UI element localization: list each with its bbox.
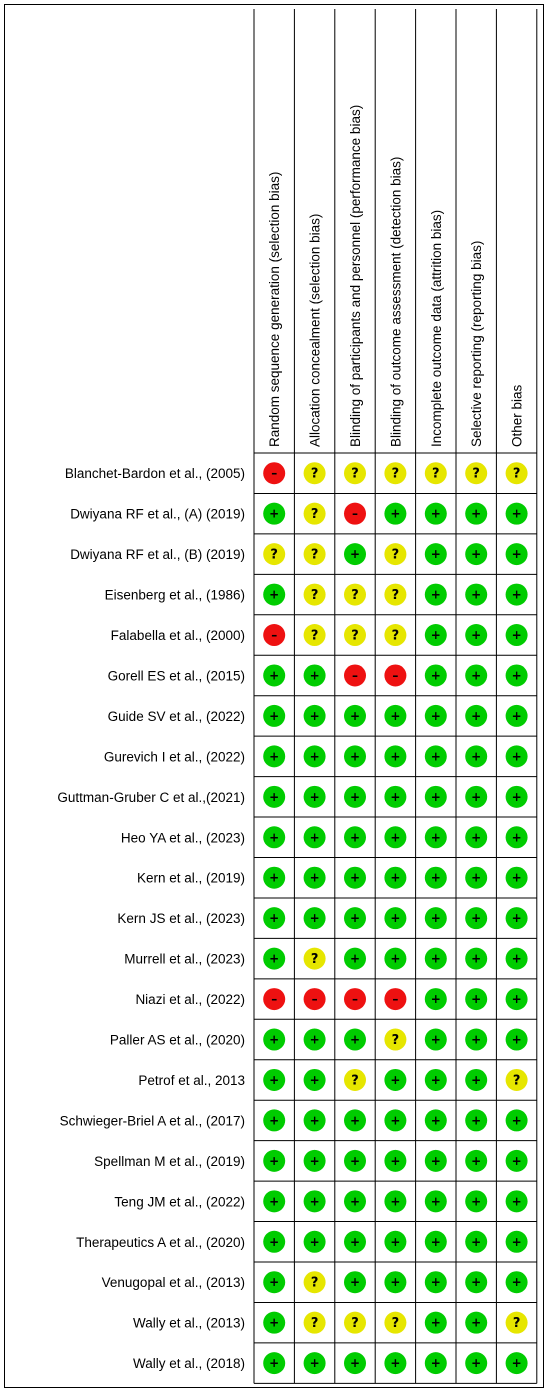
rating-low-symbol: + — [269, 749, 280, 764]
rating-low-symbol: + — [349, 951, 361, 966]
study-label: Wally et al., (2013) — [132, 1315, 245, 1331]
rating-low-symbol: + — [349, 708, 361, 723]
rating-low-symbol: + — [349, 830, 361, 845]
rating-unclear-symbol: ? — [391, 588, 400, 604]
rating-unclear-symbol: ? — [351, 1316, 359, 1332]
rating-low-symbol: + — [269, 587, 280, 602]
rating-low-symbol: + — [511, 587, 522, 602]
rating-low-symbol: + — [471, 1153, 482, 1168]
rating-low-symbol: + — [511, 830, 522, 845]
rating-low-symbol: + — [511, 668, 522, 683]
rating-low-symbol: + — [269, 1315, 280, 1330]
rating-low-symbol: + — [430, 1072, 441, 1087]
rating-low-symbol: + — [269, 1194, 280, 1209]
rating-low-symbol: + — [349, 1153, 361, 1168]
rating-unclear-symbol: ? — [432, 466, 440, 482]
study-label: Falabella et al., (2000) — [110, 628, 245, 644]
domain-label: Allocation concealment (selection bias) — [307, 213, 323, 447]
rating-high-symbol: – — [352, 668, 358, 683]
rating-low-symbol: + — [309, 1194, 320, 1209]
rating-high-symbol: – — [271, 466, 278, 481]
domain-label: Blinding of participants and personnel (performance bias) — [348, 104, 363, 447]
study-label: Wally et al., (2018) — [132, 1356, 245, 1372]
rating-low-symbol: + — [269, 506, 280, 521]
domain-label: Selective reporting (reporting bias) — [469, 240, 485, 447]
study-label: Guttman-Gruber C et al.,(2021) — [57, 789, 245, 805]
rating-unclear-symbol: ? — [391, 628, 400, 644]
rating-low-symbol: + — [511, 1356, 522, 1371]
rating-low-symbol: + — [269, 911, 280, 926]
rating-unclear-symbol: ? — [310, 547, 319, 563]
rating-low-symbol: + — [511, 789, 522, 804]
rating-low-symbol: + — [511, 951, 522, 966]
rating-unclear-symbol: ? — [310, 952, 319, 968]
study-label: Kern JS et al., (2023) — [117, 911, 245, 927]
rating-low-symbol: + — [269, 1113, 280, 1128]
rating-low-symbol: + — [471, 547, 482, 562]
rating-low-symbol: + — [430, 992, 441, 1007]
rating-low-symbol: + — [430, 951, 441, 966]
study-label: Blanchet-Bardon et al., (2005) — [64, 466, 245, 482]
rating-low-symbol: + — [390, 1153, 401, 1168]
rating-low-symbol: + — [471, 1315, 482, 1330]
rating-low-symbol: + — [430, 1032, 441, 1047]
rating-unclear-symbol: ? — [512, 1073, 521, 1089]
rating-low-symbol: + — [349, 1194, 361, 1209]
rating-low-symbol: + — [309, 1234, 320, 1249]
rating-unclear-symbol: ? — [310, 628, 319, 644]
study-label: Paller AS et al., (2020) — [109, 1032, 245, 1048]
rating-low-symbol: + — [471, 992, 482, 1007]
rating-low-symbol: + — [430, 911, 441, 926]
rating-low-symbol: + — [471, 1113, 482, 1128]
study-label: Niazi et al., (2022) — [135, 992, 245, 1008]
study-label: Dwiyana RF et al., (A) (2019) — [70, 506, 245, 522]
rating-low-symbol: + — [349, 1113, 361, 1128]
study-label: Gorell ES et al., (2015) — [107, 668, 245, 684]
rating-low-symbol: + — [269, 1153, 280, 1168]
rating-low-symbol: + — [471, 789, 482, 804]
study-label: Gurevich I et al., (2022) — [103, 749, 245, 765]
rating-high-symbol: – — [392, 992, 399, 1007]
rating-low-symbol: + — [309, 749, 320, 764]
rating-low-symbol: + — [430, 708, 441, 723]
rating-unclear-symbol: ? — [472, 466, 480, 482]
rating-low-symbol: + — [471, 830, 482, 845]
rating-low-symbol: + — [430, 1356, 441, 1371]
rating-low-symbol: + — [471, 1072, 482, 1087]
rating-low-symbol: + — [390, 951, 401, 966]
rating-low-symbol: + — [349, 1356, 361, 1371]
rating-low-symbol: + — [511, 628, 522, 643]
rating-low-symbol: + — [471, 911, 482, 926]
rating-low-symbol: + — [430, 1275, 441, 1290]
rating-low-symbol: + — [471, 1194, 482, 1209]
rating-low-symbol: + — [390, 708, 401, 723]
rating-unclear-symbol: ? — [512, 466, 521, 482]
rating-high-symbol: – — [352, 506, 358, 521]
rating-low-symbol: + — [349, 547, 361, 562]
rating-low-symbol: + — [471, 506, 482, 521]
domain-label: Random sequence generation (selection bias) — [267, 171, 283, 447]
rating-low-symbol: + — [390, 506, 401, 521]
rating-low-symbol: + — [511, 506, 522, 521]
study-label: Spellman M et al., (2019) — [94, 1153, 245, 1169]
rating-low-symbol: + — [390, 1234, 401, 1249]
rating-low-symbol: + — [269, 789, 280, 804]
rating-low-symbol: + — [390, 911, 401, 926]
rating-low-symbol: + — [511, 870, 522, 885]
rating-unclear-symbol: ? — [512, 1316, 521, 1332]
rating-low-symbol: + — [269, 708, 280, 723]
rating-low-symbol: + — [309, 789, 320, 804]
rating-low-symbol: + — [309, 1153, 320, 1168]
rating-low-symbol: + — [471, 708, 482, 723]
rating-low-symbol: + — [349, 749, 361, 764]
rating-low-symbol: + — [471, 951, 482, 966]
rating-unclear-symbol: ? — [351, 1073, 359, 1089]
rating-low-symbol: + — [269, 1234, 280, 1249]
rating-low-symbol: + — [309, 911, 320, 926]
rating-low-symbol: + — [430, 628, 441, 643]
rating-low-symbol: + — [390, 1072, 401, 1087]
rating-low-symbol: + — [471, 587, 482, 602]
rating-unclear-symbol: ? — [391, 1316, 400, 1332]
rating-low-symbol: + — [430, 1234, 441, 1249]
rating-low-symbol: + — [269, 1032, 280, 1047]
rating-low-symbol: + — [430, 789, 441, 804]
rating-low-symbol: + — [471, 628, 482, 643]
rating-low-symbol: + — [309, 870, 320, 885]
domain-label: Incomplete outcome data (attrition bias) — [428, 209, 444, 447]
study-label: Therapeutics A et al., (2020) — [76, 1234, 245, 1250]
rating-marks — [263, 462, 527, 1374]
rating-low-symbol: + — [511, 749, 522, 764]
rating-low-symbol: + — [309, 1113, 320, 1128]
rating-low-symbol: + — [511, 1194, 522, 1209]
rating-low-symbol: + — [349, 789, 361, 804]
rating-low-symbol: + — [309, 1356, 320, 1371]
rating-low-symbol: + — [269, 951, 280, 966]
rating-low-symbol: + — [390, 789, 401, 804]
rating-low-symbol: + — [471, 749, 482, 764]
rating-unclear-symbol: ? — [310, 507, 319, 523]
rating-low-symbol: + — [269, 668, 280, 683]
rating-low-symbol: + — [430, 749, 441, 764]
rating-low-symbol: + — [309, 1032, 320, 1047]
rating-unclear-symbol: ? — [351, 628, 359, 644]
rating-unclear-symbol: ? — [310, 588, 319, 604]
rating-low-symbol: + — [511, 708, 522, 723]
risk-of-bias-summary — [5, 5, 545, 1389]
rating-low-symbol: + — [390, 870, 401, 885]
rating-low-symbol: + — [430, 1194, 441, 1209]
rating-high-symbol: – — [311, 992, 318, 1007]
rating-low-symbol: + — [309, 708, 320, 723]
study-label: Guide SV et al., (2022) — [107, 708, 245, 724]
rating-low-symbol: + — [511, 911, 522, 926]
rating-low-symbol: + — [390, 1275, 401, 1290]
rating-unclear-symbol: ? — [391, 1033, 400, 1049]
rating-high-symbol: – — [392, 668, 399, 683]
rating-low-symbol: + — [269, 1275, 280, 1290]
rating-low-symbol: + — [471, 1234, 482, 1249]
rating-low-symbol: + — [511, 1113, 522, 1128]
rating-low-symbol: + — [471, 668, 482, 683]
rating-low-symbol: + — [390, 749, 401, 764]
rating-low-symbol: + — [269, 870, 280, 885]
rating-low-symbol: + — [471, 1356, 482, 1371]
rating-low-symbol: + — [430, 547, 441, 562]
study-label: Schwieger-Briel A et al., (2017) — [59, 1113, 245, 1129]
rating-unclear-symbol: ? — [310, 1316, 319, 1332]
rating-low-symbol: + — [430, 1315, 441, 1330]
rating-high-symbol: – — [271, 628, 278, 643]
rating-low-symbol: + — [430, 506, 441, 521]
study-label: Kern et al., (2019) — [136, 870, 245, 886]
rating-low-symbol: + — [349, 870, 361, 885]
rating-unclear-symbol: ? — [270, 547, 278, 563]
rating-high-symbol: – — [271, 992, 278, 1007]
rating-low-symbol: + — [390, 1113, 401, 1128]
rating-low-symbol: + — [309, 830, 320, 845]
study-label: Murrell et al., (2023) — [124, 951, 245, 967]
rating-unclear-symbol: ? — [391, 466, 400, 482]
rating-low-symbol: + — [390, 830, 401, 845]
figure-frame — [4, 4, 544, 1388]
rating-low-symbol: + — [430, 668, 441, 683]
rating-low-symbol: + — [430, 830, 441, 845]
study-label: Dwiyana RF et al., (B) (2019) — [70, 547, 245, 563]
rating-low-symbol: + — [309, 668, 320, 683]
rating-low-symbol: + — [511, 992, 522, 1007]
study-label: Venugopal et al., (2013) — [101, 1275, 245, 1291]
rating-low-symbol: + — [349, 1032, 361, 1047]
study-label: Petrof et al., 2013 — [138, 1072, 245, 1088]
rating-low-symbol: + — [430, 587, 441, 602]
rating-low-symbol: + — [471, 1032, 482, 1047]
study-label: Eisenberg et al., (1986) — [104, 587, 245, 603]
study-label: Heo YA et al., (2023) — [120, 830, 245, 846]
rating-low-symbol: + — [269, 1356, 280, 1371]
rating-low-symbol: + — [511, 1275, 522, 1290]
rating-low-symbol: + — [430, 1153, 441, 1168]
domain-label: Blinding of outcome assessment (detection bias) — [388, 156, 404, 447]
rating-low-symbol: + — [309, 1072, 320, 1087]
rating-unclear-symbol: ? — [351, 466, 359, 482]
rating-low-symbol: + — [269, 1072, 280, 1087]
rating-unclear-symbol: ? — [351, 588, 359, 604]
rating-low-symbol: + — [511, 547, 522, 562]
study-label: Teng JM et al., (2022) — [114, 1194, 245, 1210]
rating-low-symbol: + — [390, 1194, 401, 1209]
rating-low-symbol: + — [269, 830, 280, 845]
rating-low-symbol: + — [511, 1032, 522, 1047]
rating-low-symbol: + — [471, 1275, 482, 1290]
rating-low-symbol: + — [471, 870, 482, 885]
rating-low-symbol: + — [511, 1234, 522, 1249]
rating-unclear-symbol: ? — [310, 466, 319, 482]
rating-low-symbol: + — [430, 1113, 441, 1128]
rating-low-symbol: + — [349, 911, 361, 926]
rating-low-symbol: + — [349, 1275, 361, 1290]
rating-low-symbol: + — [511, 1153, 522, 1168]
rating-low-symbol: + — [430, 870, 441, 885]
domain-label: Other bias — [509, 384, 525, 447]
study-labels — [57, 466, 245, 1371]
rating-high-symbol: – — [352, 992, 358, 1007]
rating-unclear-symbol: ? — [391, 547, 400, 563]
rating-unclear-symbol: ? — [310, 1275, 319, 1291]
rating-low-symbol: + — [349, 1234, 361, 1249]
rating-low-symbol: + — [390, 1356, 401, 1371]
domain-labels — [267, 105, 524, 447]
